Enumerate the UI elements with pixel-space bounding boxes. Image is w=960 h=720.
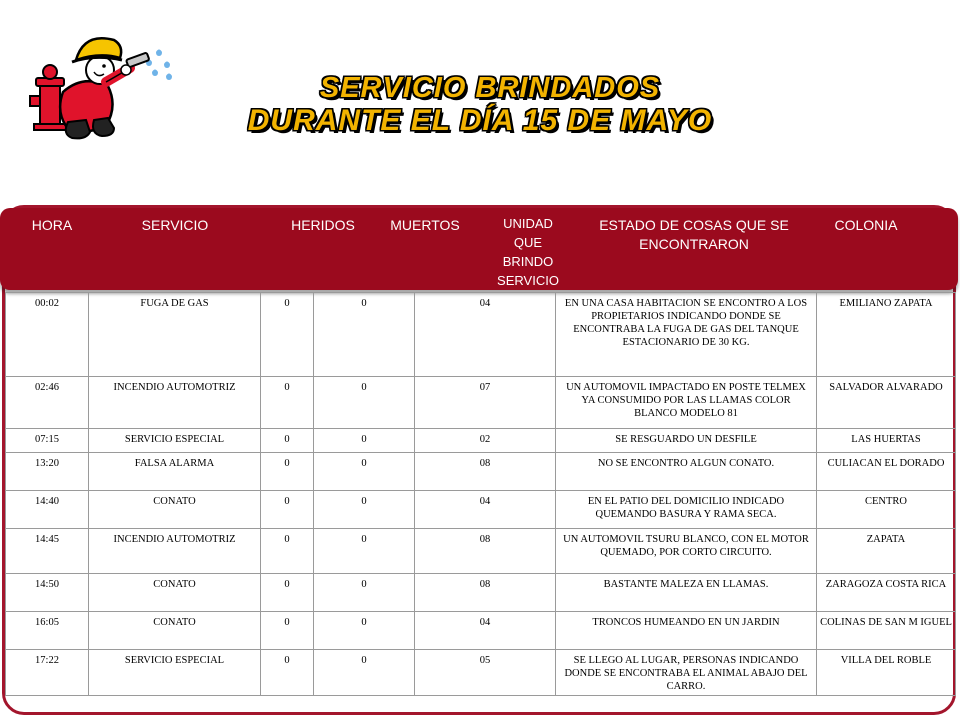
table-row [6, 491, 956, 529]
cell-servicio: CONATO [89, 574, 261, 612]
header-unidad-line1: UNIDAD [503, 216, 553, 231]
header-estado-line1: ESTADO DE COSAS QUE SE [599, 217, 789, 233]
services-table-body [6, 293, 956, 696]
cell-estado: UN AUTOMOVIL TSURU BLANCO, CON EL MOTOR QUEMADO, POR CORTO CIRCUITO. [556, 529, 817, 574]
cell-unidad: 08 [415, 574, 556, 612]
cell-muertos: 0 [314, 429, 415, 453]
header-colonia: COLONIA [834, 217, 898, 233]
cell-estado: UN AUTOMOVIL IMPACTADO EN POSTE TELMEX YA CONSUMIDO POR LAS LLAMAS COLOR BLANCO MODELO 81 [556, 377, 817, 429]
cell-estado: SE RESGUARDO UN DESFILE [556, 429, 817, 453]
cell-unidad: 02 [415, 429, 556, 453]
cell-servicio: SERVICIO ESPECIAL [89, 429, 261, 453]
table-row [6, 293, 956, 377]
cell-muertos: 0 [314, 293, 415, 377]
table-row [6, 574, 956, 612]
cell-heridos: 0 [261, 574, 314, 612]
cell-heridos: 0 [261, 529, 314, 574]
services-table [5, 292, 956, 696]
cell-estado: BASTANTE MALEZA EN LLAMAS. [556, 574, 817, 612]
cell-heridos: 0 [261, 293, 314, 377]
cell-unidad: 04 [415, 491, 556, 529]
cell-hora: 07:15 [6, 429, 89, 453]
cell-servicio: INCENDIO AUTOMOTRIZ [89, 529, 261, 574]
cell-estado: NO SE ENCONTRO ALGUN CONATO. [556, 453, 817, 491]
cell-muertos: 0 [314, 377, 415, 429]
cell-hora: 14:45 [6, 529, 89, 574]
cell-unidad: 08 [415, 453, 556, 491]
cell-muertos: 0 [314, 574, 415, 612]
cell-colonia: LAS HUERTAS [817, 429, 956, 453]
cell-unidad: 04 [415, 612, 556, 650]
page-title: SERVICIO BRINDADOS [319, 72, 661, 104]
cell-muertos: 0 [314, 650, 415, 696]
header-unidad-line2: QUE [513, 235, 543, 250]
cell-colonia: ZAPATA [817, 529, 956, 574]
cell-muertos: 0 [314, 529, 415, 574]
header-hora: HORA [31, 217, 73, 233]
cell-hora: 14:40 [6, 491, 89, 529]
cell-heridos: 0 [261, 429, 314, 453]
cell-colonia: ZARAGOZA COSTA RICA [817, 574, 956, 612]
cell-servicio: CONATO [89, 612, 261, 650]
cell-heridos: 0 [261, 453, 314, 491]
cell-heridos: 0 [261, 491, 314, 529]
table-row [6, 529, 956, 574]
cell-hora: 16:05 [6, 612, 89, 650]
header-unidad [488, 214, 568, 290]
cell-hora: 00:02 [6, 293, 89, 377]
cell-heridos: 0 [261, 612, 314, 650]
cell-hora: 13:20 [6, 453, 89, 491]
table-header [0, 208, 958, 290]
cell-unidad: 05 [415, 650, 556, 696]
cell-muertos: 0 [314, 453, 415, 491]
header-estado-line2: ENCONTRARON [639, 236, 749, 252]
cell-hora: 02:46 [6, 377, 89, 429]
table-row [6, 650, 956, 696]
cell-muertos: 0 [314, 612, 415, 650]
table-row [6, 453, 956, 491]
cell-muertos: 0 [314, 491, 415, 529]
header-unidad-line3: BRINDO [502, 254, 554, 269]
cell-heridos: 0 [261, 377, 314, 429]
header-unidad-line4: SERVICIO [497, 273, 559, 288]
header-estado [576, 216, 812, 254]
cell-estado: EN UNA CASA HABITACION SE ENCONTRO A LOS PROPIETARIOS INDICANDO DONDE SE ENCONTRABA LA FUGA DE GAS DEL TANQUE ESTACIONARIO DE 30 KG. [556, 293, 817, 377]
cell-unidad: 08 [415, 529, 556, 574]
cell-unidad: 04 [415, 293, 556, 377]
cell-servicio: FALSA ALARMA [89, 453, 261, 491]
cell-colonia: VILLA DEL ROBLE [817, 650, 956, 696]
table-row [6, 377, 956, 429]
table-row [6, 612, 956, 650]
page-subtitle: DURANTE EL DÍA 15 DE MAYO [247, 104, 713, 137]
cell-colonia: EMILIANO ZAPATA [817, 293, 956, 377]
cell-colonia: CENTRO [817, 491, 956, 529]
cell-servicio: INCENDIO AUTOMOTRIZ [89, 377, 261, 429]
cell-servicio: FUGA DE GAS [89, 293, 261, 377]
header-muertos: MUERTOS [390, 217, 460, 233]
header-heridos: HERIDOS [291, 217, 355, 233]
header-servicio: SERVICIO [141, 217, 209, 233]
cell-estado: SE LLEGO AL LUGAR, PERSONAS INDICANDO DONDE SE ENCONTRABA EL ANIMAL ABAJO DEL CARRO. [556, 650, 817, 696]
cell-hora: 17:22 [6, 650, 89, 696]
cell-hora: 14:50 [6, 574, 89, 612]
cell-colonia: COLINAS DE SAN M IGUEL [817, 612, 956, 650]
cell-colonia: SALVADOR ALVARADO [817, 377, 956, 429]
cell-colonia: CULIACAN EL DORADO [817, 453, 956, 491]
cell-estado: TRONCOS HUMEANDO EN UN JARDIN [556, 612, 817, 650]
table-row [6, 429, 956, 453]
cell-servicio: SERVICIO ESPECIAL [89, 650, 261, 696]
cell-unidad: 07 [415, 377, 556, 429]
cell-servicio: CONATO [89, 491, 261, 529]
cell-heridos: 0 [261, 650, 314, 696]
cell-estado: EN EL PATIO DEL DOMICILIO INDICADO QUEMANDO BASURA Y RAMA SECA. [556, 491, 817, 529]
